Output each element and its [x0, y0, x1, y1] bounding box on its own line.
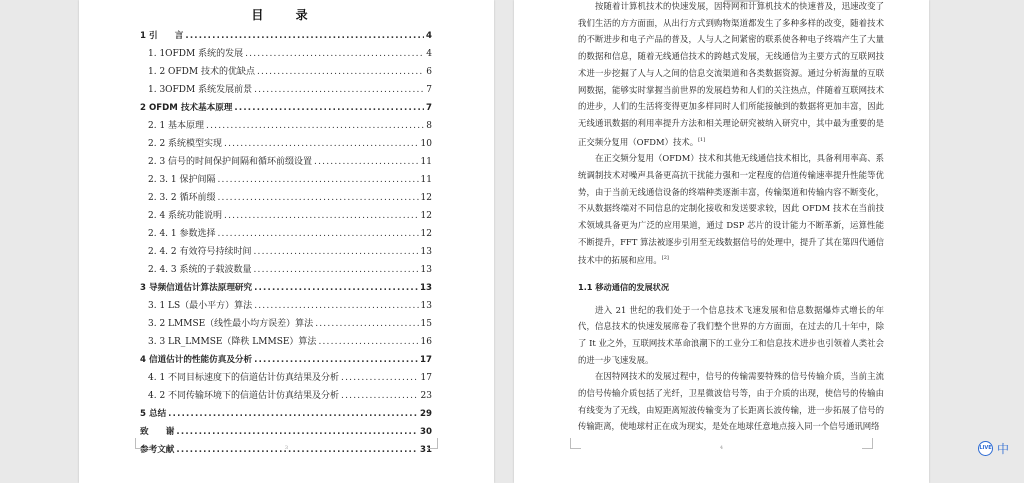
- toc-leader-dots: [341, 390, 419, 402]
- toc-leader-dots: [253, 264, 418, 276]
- toc-entry-label: 3. 3 LR_LMMSE（降秩 LMMSE）算法: [148, 337, 317, 347]
- toc-entry[interactable]: [140, 330, 432, 348]
- toc-entry-page: 31: [420, 445, 432, 455]
- toc-entry-page: 12: [420, 229, 432, 239]
- section-heading: 1.1 移动通信的发展状况: [578, 281, 670, 292]
- toc-title: 目 录: [251, 8, 322, 22]
- toc-leader-dots: [217, 174, 418, 186]
- toc-leader-dots: [318, 336, 418, 348]
- toc-entry[interactable]: [140, 186, 432, 204]
- toc-leader-dots: [176, 426, 418, 438]
- body-page: [514, 0, 929, 483]
- toc-entry-label: 2. 3. 2 循环前缀: [148, 193, 216, 203]
- toc-entry[interactable]: [140, 384, 432, 402]
- toc-leader-dots: [257, 66, 424, 78]
- toc-entry-label: 2. 4. 1 参数选择: [148, 229, 216, 239]
- toc-entry[interactable]: [140, 78, 432, 96]
- toc-entry-label: 3. 1 LS（最小平方）算法: [148, 301, 253, 311]
- toc-entry[interactable]: [140, 60, 432, 78]
- toc-entry-page: 15: [420, 319, 432, 329]
- toc-leader-dots: [217, 228, 418, 240]
- toc-entry[interactable]: [140, 150, 432, 168]
- toc-entry[interactable]: [140, 114, 432, 132]
- toc-leader-dots: [234, 102, 424, 114]
- toc-entry-page: 11: [420, 157, 432, 167]
- toc-entry-page: 23: [420, 391, 432, 401]
- toc-leader-dots: [341, 372, 419, 384]
- toc-entry-label: 2. 3. 1 保护间隔: [148, 175, 216, 185]
- toc-leader-dots: [206, 120, 424, 132]
- toc-entry-page: 13: [420, 301, 432, 311]
- page-number: 4: [719, 445, 724, 451]
- toc-entry[interactable]: [140, 348, 432, 366]
- citation[interactable]: [1]: [698, 136, 706, 143]
- toc-entry-label: 2 OFDM 技术基本原理: [140, 103, 233, 113]
- toc-entry[interactable]: [140, 258, 432, 276]
- toc-entry-label: 3 导频信道估计算法原理研究: [140, 283, 253, 293]
- toc-entry-page: 8: [426, 121, 432, 131]
- toc-leader-dots: [168, 408, 418, 420]
- toc-entry-page: 7: [426, 103, 432, 113]
- toc-entry[interactable]: [140, 222, 432, 240]
- toc-entry-label: 致 谢: [140, 427, 175, 437]
- toc-entry-page: 30: [420, 427, 432, 437]
- toc-list: [140, 24, 432, 456]
- citation[interactable]: [2]: [661, 255, 669, 262]
- toc-entry[interactable]: [140, 312, 432, 330]
- page-number: 3: [284, 445, 289, 451]
- toc-leader-dots: [217, 192, 418, 204]
- toc-entry-label: 1. 1OFDM 系统的发展: [148, 49, 244, 59]
- toc-entry[interactable]: [140, 204, 432, 222]
- toc-entry-label: 4. 1 不同目标速度下的信道估计仿真结果及分析: [148, 373, 340, 383]
- body-paragraph: 按随着计算机技术的快速发展，因特网和计算机技术的快速普及，迅速改变了我们生活的方方面面，从出行方式到购物渠道都发生了多种多样的改变，随着技术的不断进步和电子产品的普及，人与人之间紧密的联系使各种电子终端产生了大量的数据和信息，随着无线通信技术的跨越式发展，无线通信为主要方式的互联网技术进一步挖掘了人与人之间的信息交流渠道和各类数据资源。通过分析海量的互联网数据，能够实时掌握当前世界的发展趋势和人们的关注热点，伴随着互联网技术的进步，人们的生活将变得更加多样同时人们所能接触到的数据将更加丰富，因此无线通讯数据的利用率提升方法和相关理论研究被纳入研究中，其中最为重要的是正交频分复用（OFDM）技术。[1]: [578, 1, 884, 147]
- toc-leader-dots: [254, 300, 418, 312]
- toc-entry-page: 13: [420, 247, 432, 257]
- toc-entry-page: 11: [420, 175, 432, 185]
- toc-entry[interactable]: [140, 240, 432, 258]
- toc-leader-dots: [224, 210, 419, 222]
- toc-entry-label: 1 引 言: [140, 31, 184, 41]
- body-paragraph: 进入 21 世纪的我们处于一个信息技术飞速发展和信息数据爆炸式增长的年代，信息技术的快速发展席卷了我们整个世界的方方面面，在过去的几十年中，除了 It 业之外，互联网技术革命浪潮下的工业分工和信息技术进步也引领着人类社会的进一步飞速发展。: [578, 304, 884, 365]
- toc-entry[interactable]: [140, 294, 432, 312]
- toc-entry-label: 2. 4. 3 系统的子载波数量: [148, 265, 252, 275]
- toc-page: [79, 0, 494, 483]
- toc-entry[interactable]: [140, 168, 432, 186]
- toc-entry[interactable]: [140, 96, 432, 114]
- toc-leader-dots: [314, 156, 419, 168]
- toc-entry-page: 17: [420, 355, 432, 365]
- toc-entry[interactable]: [140, 366, 432, 384]
- body-paragraph: 在因特网技术的发展过程中，信号的传输需要特殊的信号传输介质，当前主流的信号传输介质包括了光纤，卫星微波信号等，由于介质的出现，使信号的传输由有线变为了无线，由短距离短波传输变为了长距离长波传输，进一步拓展了信号的传输距离，使地球村正在成为现实，是处在地球任意地点接入同一个信号通讯网络: [578, 371, 884, 432]
- toc-leader-dots: [224, 138, 419, 150]
- language-toggle[interactable]: 中: [997, 441, 1010, 456]
- toc-entry[interactable]: [140, 420, 432, 438]
- toc-entry-label: 参考文献: [140, 445, 175, 455]
- toc-entry-page: 12: [420, 193, 432, 203]
- toc-entry-label: 2. 3 信号的时间保护间隔和循环前缀设置: [148, 157, 313, 167]
- toc-entry-page: 10: [420, 139, 432, 149]
- toc-leader-dots: [254, 282, 418, 294]
- body-text-column: [578, 0, 884, 435]
- assistant-icon[interactable]: LIVE: [978, 441, 993, 456]
- toc-entry-label: 5 总结: [140, 409, 167, 419]
- toc-leader-dots: [253, 246, 418, 258]
- toc-entry-label: 3. 2 LMMSE（线性最小均方误差）算法: [148, 319, 314, 329]
- toc-leader-dots: [254, 84, 424, 96]
- toc-entry-label: 2. 2 系统模型实现: [148, 139, 223, 149]
- toc-leader-dots: [254, 354, 418, 366]
- toc-leader-dots: [315, 318, 418, 330]
- toc-entry-page: 12: [420, 211, 432, 221]
- toc-entry[interactable]: [140, 42, 432, 60]
- toc-entry-page: 4: [426, 31, 432, 41]
- toc-leader-dots: [245, 48, 424, 60]
- toc-entry-label: 2. 1 基本原理: [148, 121, 205, 131]
- toc-entry[interactable]: [140, 24, 432, 42]
- toc-entry-page: 7: [426, 85, 432, 95]
- toc-entry-page: 6: [426, 67, 432, 77]
- toc-entry-page: 13: [420, 265, 432, 275]
- toc-leader-dots: [185, 30, 424, 42]
- language-switch-widget[interactable]: [978, 437, 1024, 459]
- toc-entry[interactable]: [140, 402, 432, 420]
- toc-entry-label: 4 信道估计的性能仿真及分析: [140, 355, 253, 365]
- toc-entry-label: 4. 2 不同传输环境下的信道估计仿真结果及分析: [148, 391, 340, 401]
- toc-entry-label: 2. 4. 2 有效符号持续时间: [148, 247, 252, 257]
- toc-entry-label: 2. 4 系统功能说明: [148, 211, 223, 221]
- toc-entry[interactable]: [140, 132, 432, 150]
- toc-entry-page: 13: [420, 283, 432, 293]
- toc-entry-page: 4: [426, 49, 432, 59]
- toc-entry-page: 17: [420, 373, 432, 383]
- toc-entry-page: 16: [420, 337, 432, 347]
- body-paragraph: 在正交频分复用（OFDM）技术和其他无线通信技术相比，具备利用率高、系统调制技术对噪声具备更高抗干扰能力强和一定程度的信道传输速率提升性能等优势，由于当前无线通信设备的终端种类逐渐丰富，传输渠道和传输内容不断变化，不从数据终端对不同信息的定制化接收和发送要求较，因此 OFDM 技术在当前技术领域具备更为广泛的应用果道，通过 DSP 芯片的设计能力不断革新，运算性能不断提升，FFT 算法被逐步引用至无线数据信号的处理中，提升了其在第四代通信技术中的拓展和应用。[2]: [578, 153, 884, 266]
- toc-entry-label: 1. 2 OFDM 技术的优缺点: [148, 67, 255, 77]
- toc-entry[interactable]: [140, 276, 432, 294]
- toc-entry-page: 29: [420, 409, 432, 419]
- toc-entry-label: 1. 3OFDM 系统发展前景: [148, 85, 253, 95]
